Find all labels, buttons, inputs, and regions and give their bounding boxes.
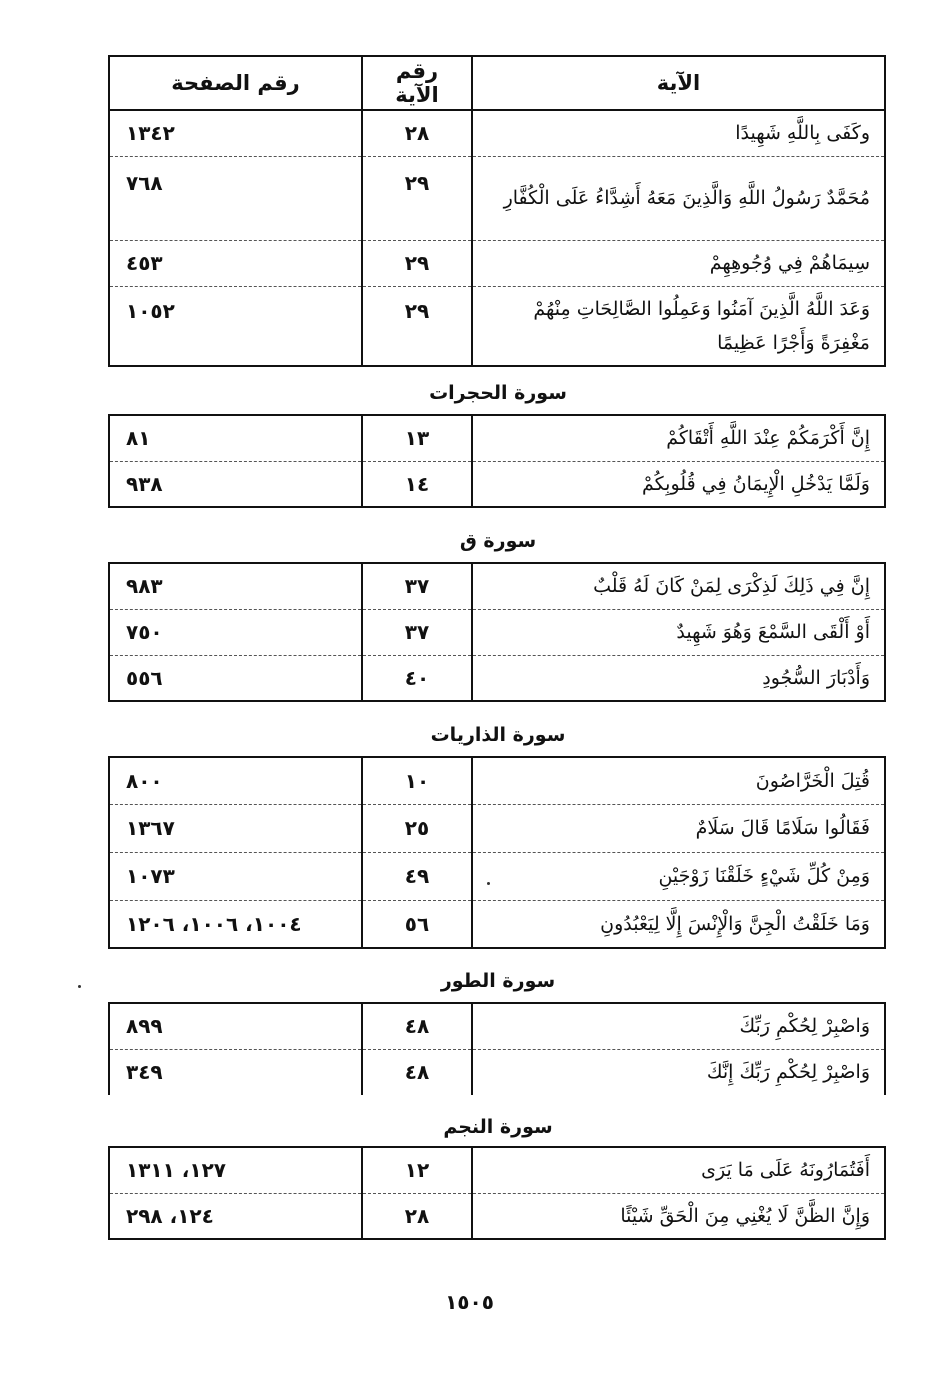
- surah-table-hujurat: [110, 414, 886, 508]
- table-row: [109, 286, 885, 366]
- ayah-number: ١٤: [362, 461, 472, 507]
- ayah-number: ٤٠: [362, 655, 472, 701]
- table-row: [109, 563, 885, 609]
- ayah-text: أَوْ أَلْقَى السَّمْعَ وَهُوَ شَهِيدٌ: [472, 609, 885, 655]
- ayah-text: وَمَا خَلَقْتُ الْجِنَّ وَالْإِنْسَ إِلَّا لِيَعْبُدُونِ: [472, 900, 885, 948]
- column-header-ayah: الآية: [472, 56, 885, 110]
- table-row: [109, 900, 885, 948]
- page-refs: ٩٣٨: [109, 461, 362, 507]
- page-refs: ٨٩٩: [126, 1014, 163, 1039]
- ayah-table: [108, 562, 886, 702]
- scan-speck: [78, 985, 81, 988]
- page-refs: ١٢٧، ١٣١١: [126, 1158, 227, 1183]
- page-refs: ١٣٦٧: [109, 804, 362, 852]
- page-refs: ٨٠٠: [126, 768, 163, 793]
- surah-table-najm: [108, 1146, 886, 1240]
- page-refs: ١٠٧٣: [109, 852, 362, 900]
- page-refs: ٩٨٣: [126, 574, 163, 599]
- surah-table-qaf: [110, 562, 886, 702]
- surah-title: سورة الطور: [440, 970, 556, 992]
- ayah-text: وكَفَى بِاللَّهِ شَهِيدًا: [472, 110, 885, 156]
- table-row: [109, 110, 885, 156]
- table-row: [109, 757, 885, 804]
- table-row: [109, 852, 885, 900]
- ayah-number: ٣٧: [362, 609, 472, 655]
- ayah-text: مُحَمَّدٌ رَسُولُ اللَّهِ وَالَّذِينَ مَعَهُ أَشِدَّاءُ عَلَى الْكُفَّارِ: [472, 156, 885, 240]
- page-refs: ٧٥٠: [109, 609, 362, 655]
- ayah-text: وَعَدَ اللَّهُ الَّذِينَ آمَنُوا وَعَمِلُوا الصَّالِحَاتِ مِنْهُمْ مَغْفِرَةً وَأَجْرًا عَظِيمًا: [472, 286, 885, 366]
- page-refs: ١٢٤، ٢٩٨: [109, 1193, 362, 1239]
- ayah-number: ٤٩: [362, 852, 472, 900]
- table-row: [109, 240, 885, 286]
- table-row: [109, 461, 885, 507]
- ayah-number: ١٠: [362, 757, 472, 804]
- table-row: [109, 1147, 885, 1193]
- ayah-text: وَأَدْبَارَ السُّجُودِ: [472, 655, 885, 701]
- ayah-text: أَفَتُمَارُونَهُ عَلَى مَا يَرَى: [472, 1147, 885, 1193]
- surah-table-tur: [110, 1002, 886, 1095]
- ayah-table: [108, 55, 886, 367]
- ayah-table: [108, 414, 886, 508]
- ayah-text: وَلَمَّا يَدْخُلِ الْإِيمَانُ فِي قُلُوبِكُمْ: [472, 461, 885, 507]
- ayah-text: فَقَالُوا سَلَامًا قَالَ سَلَامٌ: [472, 804, 885, 852]
- column-header-page-number: رقم الصفحة: [109, 56, 362, 110]
- ayah-text: وَاصْبِرْ لِحُكْمِ رَبِّكَ إِنَّكَ: [472, 1049, 885, 1095]
- ayah-text: وَاصْبِرْ لِحُكْمِ رَبِّكَ: [472, 1003, 885, 1049]
- table-row: [109, 609, 885, 655]
- table-row: [109, 415, 885, 461]
- page-refs: ١٠٥٢: [109, 286, 362, 366]
- surah-title: سورة الحجرات: [429, 382, 567, 404]
- table-row: [109, 655, 885, 701]
- ayah-table: [108, 756, 886, 949]
- page-number: ١٥٠٥: [445, 1290, 494, 1314]
- ayah-number: ٢٥: [362, 804, 472, 852]
- ayah-table-continuation: [110, 55, 886, 367]
- ayah-text: وَإِنَّ الظَّنَّ لَا يُغْنِي مِنَ الْحَقِّ شَيْئًا: [472, 1193, 885, 1239]
- ayah-number: ٤٨: [362, 1003, 472, 1049]
- page-refs: ٧٦٨: [109, 156, 362, 240]
- ayah-number: ١٣: [362, 415, 472, 461]
- page-refs: ٣٤٩: [109, 1049, 362, 1095]
- ayah-table: [108, 1002, 886, 1095]
- ayah-number: ٢٩: [362, 286, 472, 366]
- page-refs: ٥٥٦: [109, 655, 362, 701]
- table-header-row: [109, 56, 885, 110]
- ayah-number: ٣٧: [362, 563, 472, 609]
- ayah-text: إِنَّ أَكْرَمَكُمْ عِنْدَ اللَّهِ أَتْقَاكُمْ: [472, 415, 885, 461]
- page-refs: ٨١: [126, 426, 151, 451]
- table-row: [109, 804, 885, 852]
- ayah-table: [108, 1146, 886, 1240]
- table-row: [109, 1003, 885, 1049]
- ayah-text: إِنَّ فِي ذَلِكَ لَذِكْرَى لِمَنْ كَانَ لَهُ قَلْبٌ: [472, 563, 885, 609]
- ayah-text: وَمِنْ كُلِّ شَيْءٍ خَلَقْنَا زَوْجَيْنِ: [472, 852, 885, 900]
- ayah-number: ١٢: [362, 1147, 472, 1193]
- surah-table-dhariyat: [110, 756, 886, 949]
- table-row: [109, 1049, 885, 1095]
- page-refs: ٤٥٣: [109, 240, 362, 286]
- ayah-text: قُتِلَ الْخَرَّاصُونَ: [472, 757, 885, 804]
- ayah-number: ٤٨: [362, 1049, 472, 1095]
- page-refs: ١٣٤٢: [109, 110, 362, 156]
- ayah-number: ٢٨: [362, 110, 472, 156]
- surah-title: سورة ق: [459, 530, 537, 552]
- surah-title: سورة النجم: [443, 1116, 553, 1138]
- ayah-number: ٢٨: [362, 1193, 472, 1239]
- surah-title: سورة الذاريات: [430, 724, 566, 746]
- ayah-text: سِيمَاهُمْ فِي وُجُوهِهِمْ: [472, 240, 885, 286]
- table-row: [109, 1193, 885, 1239]
- ayah-number: ٢٩: [362, 156, 472, 240]
- column-header-ayah-number: رقم الآية: [362, 56, 472, 110]
- scan-speck: [487, 882, 490, 885]
- page-refs: ١٠٠٤، ١٠٠٦، ١٢٠٦: [109, 900, 362, 948]
- table-row: [109, 156, 885, 240]
- ayah-number: ٥٦: [362, 900, 472, 948]
- ayah-number: ٢٩: [362, 240, 472, 286]
